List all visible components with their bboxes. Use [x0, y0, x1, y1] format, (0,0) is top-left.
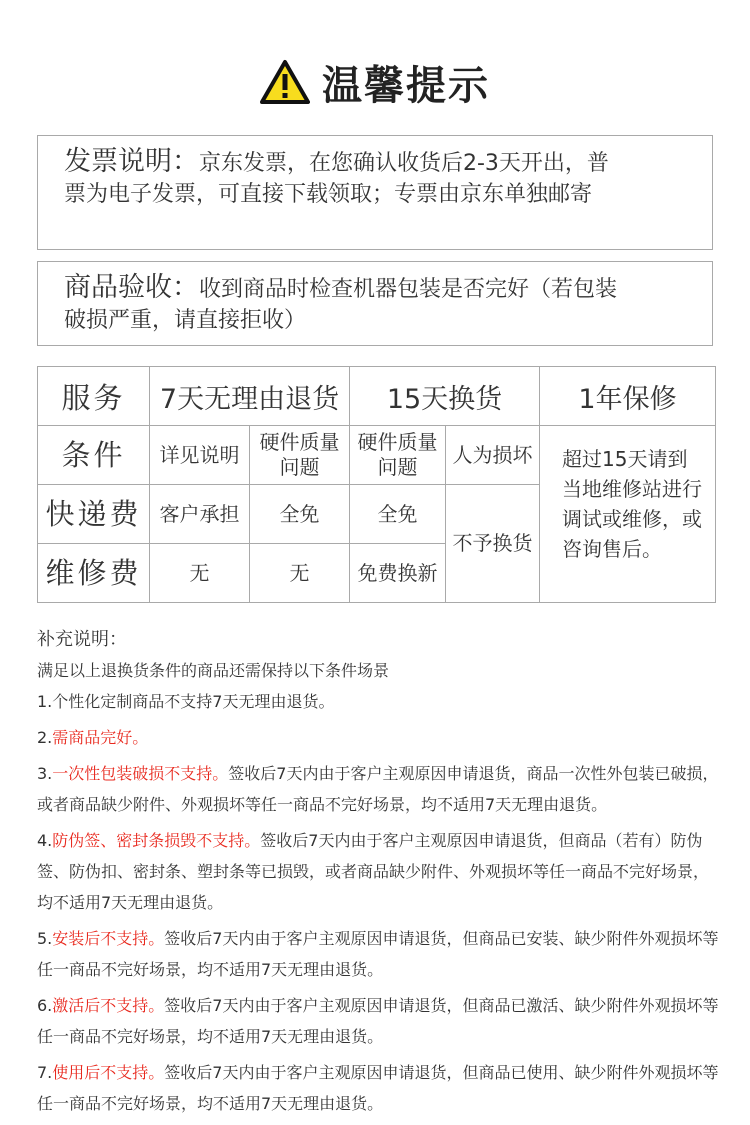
table-cell: 详见说明 — [150, 426, 250, 485]
item-highlight: 需商品完好。 — [52, 728, 149, 747]
list-item — [37, 722, 722, 753]
item-text: 签收后7天内由于客户主观原因申请退货，但商品已安装、缺少附件外观损坏等任一商品不完好场景，均不适用7天无理由退货。 — [37, 929, 719, 979]
inspection-label: 商品验收： — [64, 272, 199, 303]
no-exchange-cell: 不予换货 — [446, 485, 540, 603]
row-label-shipping: 快递费 — [38, 485, 150, 544]
list-item — [37, 686, 722, 717]
item-highlight: 安装后不支持。 — [52, 929, 165, 948]
item-number: 7. — [37, 1063, 53, 1082]
invoice-label: 发票说明： — [64, 146, 199, 177]
table-row — [38, 367, 716, 426]
invoice-text-line1: 京东发票，在您确认收货后2-3天开出，普 — [199, 151, 609, 176]
header-1year-warranty: 1年保修 — [540, 367, 716, 426]
item-text: 签收后7天内由于客户主观原因申请退货，商品一次性外包装已破损，或者商品缺少附件、外观损坏等任一商品不完好场景，均不适用7天无理由退货。 — [37, 764, 719, 814]
header-service: 服务 — [38, 367, 150, 426]
item-number: 4. — [37, 831, 53, 850]
list-item — [37, 825, 722, 918]
inspection-info-box — [37, 261, 713, 346]
item-text: 签收后7天内由于客户主观原因申请退货，但商品（若有）防伪签、防伪扣、密封条、塑封条等已损毁，或者商品缺少附件、外观损坏等任一商品不完好场景，均不适用7天无理由退货。 — [37, 831, 710, 912]
item-number: 2. — [37, 728, 53, 747]
supplement-title: 补充说明： — [37, 629, 127, 650]
page-title: 温馨提示 — [322, 62, 490, 109]
invoice-text-line2: 票为电子发票，可直接下载领取；专票由京东单独邮寄 — [64, 182, 593, 207]
table-cell: 无 — [250, 544, 350, 603]
inspection-text-line1: 收到商品时检查机器包装是否完好（若包装 — [199, 277, 618, 302]
supplement-intro: 满足以上退换货条件的商品还需保持以下条件场景 — [37, 661, 390, 680]
item-number: 6. — [37, 996, 53, 1015]
warranty-note: 超过15天请到当地维修站进行调试或维修，或咨询售后。 — [540, 426, 716, 603]
service-table — [37, 366, 716, 603]
item-number: 5. — [37, 929, 53, 948]
table-cell: 客户承担 — [150, 485, 250, 544]
invoice-info-box — [37, 135, 713, 250]
item-text: 签收后7天内由于客户主观原因申请退货，但商品已激活、缺少附件外观损坏等任一商品不完好场景，均不适用7天无理由退货。 — [37, 996, 719, 1046]
table-row — [38, 426, 716, 485]
item-text: 个性化定制商品不支持7天无理由退货。 — [52, 692, 335, 711]
supplement-notes — [37, 624, 722, 1119]
item-highlight: 使用后不支持。 — [52, 1063, 165, 1082]
header-7day-return: 7天无理由退货 — [150, 367, 350, 426]
inspection-text-line2: 破损严重，请直接拒收） — [64, 308, 307, 333]
item-number: 1. — [37, 692, 53, 711]
table-cell: 免费换新 — [350, 544, 446, 603]
header-15day-exchange: 15天换货 — [350, 367, 540, 426]
item-number: 3. — [37, 764, 53, 783]
table-cell: 全免 — [350, 485, 446, 544]
table-cell: 全免 — [250, 485, 350, 544]
list-item — [37, 990, 722, 1052]
item-text: 签收后7天内由于客户主观原因申请退货，但商品已使用、缺少附件外观损坏等任一商品不完好场景，均不适用7天无理由退货。 — [37, 1063, 719, 1113]
warning-triangle-icon — [260, 59, 310, 105]
list-item — [37, 923, 722, 985]
row-label-repair: 维修费 — [38, 544, 150, 603]
list-item — [37, 1057, 722, 1119]
item-highlight: 一次性包装破损不支持。 — [52, 764, 229, 783]
table-cell: 人为损坏 — [446, 426, 540, 485]
header — [0, 50, 750, 114]
table-cell: 无 — [150, 544, 250, 603]
item-highlight: 防伪签、密封条损毁不支持。 — [52, 831, 261, 850]
table-cell: 硬件质量问题 — [250, 426, 350, 485]
list-item — [37, 758, 722, 820]
table-cell: 硬件质量问题 — [350, 426, 446, 485]
item-highlight: 激活后不支持。 — [52, 996, 165, 1015]
row-label-condition: 条件 — [38, 426, 150, 485]
